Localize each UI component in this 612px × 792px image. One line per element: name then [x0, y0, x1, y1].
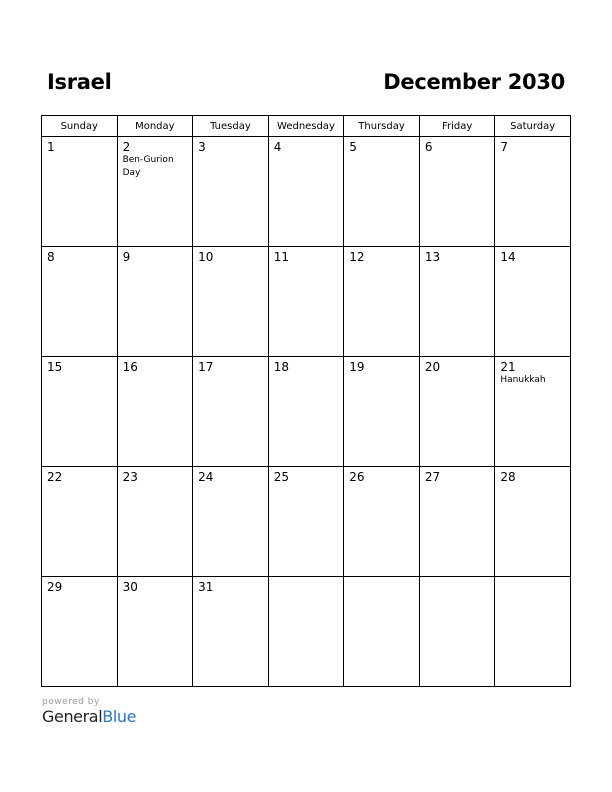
day-number: 12: [349, 250, 365, 264]
calendar-day-cell: [117, 467, 193, 577]
day-number: 4: [273, 140, 282, 154]
calendar-day-cell: [42, 577, 118, 687]
weekday-friday: Friday: [419, 116, 495, 137]
month-year-title: December 2030: [383, 70, 565, 94]
day-number: 31: [198, 580, 214, 594]
day-number: [420, 577, 495, 580]
calendar-day-cell: [344, 137, 420, 247]
powered-by-label: powered by: [42, 697, 100, 707]
day-number: 27: [424, 470, 441, 484]
calendar-header: [41, 70, 571, 100]
weekday-header-row: [42, 116, 571, 137]
calendar-day-cell: [495, 247, 571, 357]
calendar-day-cell: [495, 137, 571, 247]
day-number: 6: [424, 140, 433, 154]
day-number: 13: [424, 250, 441, 264]
day-number: 29: [47, 580, 63, 594]
calendar-day-cell: [495, 467, 571, 577]
calendar-day-cell: [419, 357, 495, 467]
generalblue-logo: [42, 707, 136, 726]
calendar-day-cell: [268, 577, 344, 687]
weekday-sunday: Sunday: [42, 116, 118, 137]
calendar-day-cell: [193, 357, 269, 467]
day-number: 23: [122, 470, 138, 484]
calendar-day-cell: [268, 137, 344, 247]
weekday-wednesday: Wednesday: [268, 116, 344, 137]
calendar-day-cell: [344, 577, 420, 687]
day-number: 9: [122, 250, 131, 264]
weekday-thursday: Thursday: [344, 116, 420, 137]
calendar-day-cell: [117, 137, 193, 247]
calendar-day-cell: [268, 247, 344, 357]
day-number: [344, 577, 419, 580]
calendar-day-cell: [42, 247, 118, 357]
calendar-day-cell: [193, 577, 269, 687]
day-number: 3: [198, 140, 206, 154]
day-number: [269, 577, 344, 580]
calendar-day-cell: [193, 247, 269, 357]
day-number: 11: [273, 250, 289, 264]
calendar-day-cell: [268, 357, 344, 467]
holiday-label: Hanukkah: [500, 375, 546, 385]
day-number: 30: [122, 580, 138, 594]
calendar-day-cell: [268, 467, 344, 577]
day-number: 18: [273, 360, 289, 374]
weekday-monday: Monday: [117, 116, 193, 137]
day-number: 7: [500, 140, 509, 154]
day-number: 22: [47, 470, 63, 484]
calendar-week-row: [42, 247, 571, 357]
brand-general-text: General: [42, 707, 103, 726]
calendar-day-cell: [117, 357, 193, 467]
calendar-day-cell: [344, 247, 420, 357]
day-number: 25: [273, 470, 289, 484]
calendar-day-cell: [344, 357, 420, 467]
day-number: 10: [198, 250, 214, 264]
calendar-day-cell: [419, 467, 495, 577]
day-number: 15: [47, 360, 63, 374]
calendar-day-cell: [419, 137, 495, 247]
day-number: 1: [47, 140, 55, 154]
day-number: 2: [122, 140, 131, 154]
calendar-day-cell: [495, 577, 571, 687]
day-number: [495, 577, 570, 580]
day-number: 26: [349, 470, 365, 484]
weekday-saturday: Saturday: [495, 116, 571, 137]
calendar-day-cell: [193, 137, 269, 247]
calendar-day-cell: [42, 357, 118, 467]
calendar-day-cell: [117, 247, 193, 357]
calendar-day-cell: [344, 467, 420, 577]
day-number: 14: [500, 250, 516, 264]
day-number: 5: [349, 140, 357, 154]
day-number: 28: [500, 470, 516, 484]
calendar-week-row: [42, 467, 571, 577]
day-number: 8: [47, 250, 55, 264]
day-number: 24: [198, 470, 214, 484]
holiday-label: Ben-Gurion Day: [122, 155, 174, 178]
calendar-day-cell: [419, 247, 495, 357]
calendar-week-row: [42, 357, 571, 467]
calendar-day-cell: [117, 577, 193, 687]
calendar-day-cell: [495, 357, 571, 467]
calendar-week-row: [42, 137, 571, 247]
calendar-day-cell: [42, 137, 118, 247]
calendar-day-cell: [42, 467, 118, 577]
weekday-tuesday: Tuesday: [193, 116, 269, 137]
country-title: Israel: [47, 70, 112, 94]
brand-blue-text: Blue: [102, 707, 137, 726]
day-number: 17: [198, 360, 214, 374]
calendar-week-row: [42, 577, 571, 687]
calendar-day-cell: [193, 467, 269, 577]
calendar-day-cell: [419, 577, 495, 687]
day-number: 16: [122, 360, 138, 374]
footer-branding: [42, 697, 136, 726]
calendar-grid: [41, 115, 571, 687]
day-number: 21: [500, 360, 516, 374]
day-number: 19: [349, 360, 365, 374]
day-number: 20: [424, 360, 441, 374]
